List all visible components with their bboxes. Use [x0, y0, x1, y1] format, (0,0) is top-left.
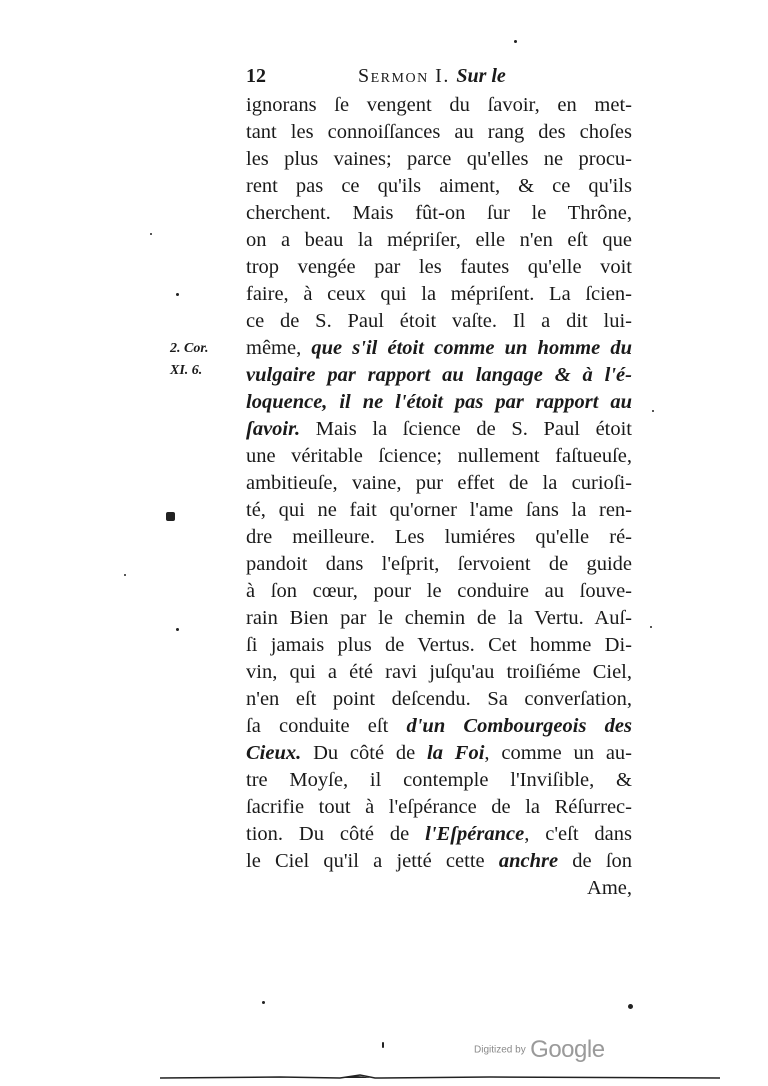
running-title-caps: Sermon I.: [358, 65, 450, 87]
ink-speck: [650, 626, 652, 628]
text-line: té, qui ne fait qu'orner l'ame ſans la ren-: [246, 499, 632, 521]
text-line: tre Moyſe, il contemple l'Inviſible, &: [246, 769, 632, 791]
quotation-italic: d'un Combourgeois des: [406, 715, 632, 737]
text-line: [246, 416, 632, 442]
quotation-italic: Cieux.: [246, 742, 302, 764]
ink-speck: [262, 1001, 265, 1004]
ink-speck: [176, 628, 179, 631]
quotation-italic: ſavoir.: [246, 418, 301, 440]
text-line: pandoit dans l'eſprit, ſervoient de guide: [246, 553, 632, 575]
quotation-italic: loquence, il ne l'étoit pas par rapport au: [246, 391, 632, 413]
digitized-watermark: [474, 1036, 605, 1064]
text-line: [246, 821, 632, 847]
text-run: le Ciel qu'il a jetté cette: [246, 850, 485, 872]
digitized-by-label: Digitized by: [474, 1044, 526, 1056]
page-edge-artifact: [160, 1074, 720, 1080]
catchword: Ame,: [587, 877, 632, 899]
ink-speck: [150, 233, 152, 235]
text-line: [246, 362, 632, 388]
text-line: [246, 335, 632, 361]
text-line: rain Bien par le chemin de la Vertu. Auſ-: [246, 607, 632, 629]
ink-speck: [652, 410, 654, 412]
text-run: Du côté de: [313, 742, 416, 764]
text-line: faire, à ceux qui la mépriſent. La ſcien-: [246, 283, 632, 305]
text-line: n'en eſt point deſcendu. Sa converſation,: [246, 688, 632, 710]
text-line: [246, 740, 632, 766]
text-line: [246, 848, 632, 874]
text-line: ce de S. Paul étoit vaſte. Il a dit lui-: [246, 310, 632, 332]
running-title: [358, 62, 506, 90]
quotation-italic: que s'il étoit comme un homme du: [311, 337, 632, 359]
text-run: , comme un au-: [484, 742, 632, 764]
ink-speck: [124, 574, 126, 576]
page-number: 12: [246, 65, 266, 87]
text-line: à ſon cœur, pour le conduire au ſouve-: [246, 580, 632, 602]
text-line: une véritable ſcience; nullement faſtueuſe,: [246, 445, 632, 467]
margin-note: [170, 338, 209, 382]
text-line: dre meilleure. Les lumiéres qu'elle ré-: [246, 526, 632, 548]
text-line: on a beau la mépriſer, elle n'en eſt que: [246, 229, 632, 251]
emphasis-italic: l'Eſpérance: [425, 823, 525, 845]
text-line: les plus vaines; parce qu'elles ne procu-: [246, 148, 632, 170]
text-line: trop vengée par les fautes qu'elle voit: [246, 256, 632, 278]
text-run: même,: [246, 337, 302, 359]
text-run: Mais la ſcience de S. Paul étoit: [315, 418, 633, 440]
emphasis-italic: anchre: [498, 850, 559, 872]
text-line: [246, 713, 632, 739]
text-line: ſi jamais plus de Vertus. Cet homme Di-: [246, 634, 632, 656]
text-run: de ſon: [572, 850, 633, 872]
text-line: cherchent. Mais fût-on ſur le Thrône,: [246, 202, 632, 224]
text-line: tant les connoiſſances au rang des choſes: [246, 121, 632, 143]
text-line: rent pas ce qu'ils aiment, & ce qu'ils: [246, 175, 632, 197]
text-line: ſacrifie tout à l'eſpérance de la Réſurrec-: [246, 796, 632, 818]
ink-blot: [166, 512, 175, 521]
running-title-italic: Sur le: [456, 65, 506, 87]
text-run: ſa conduite eſt: [246, 715, 389, 737]
quotation-italic: vulgaire par rapport au langage & à l'é-: [246, 364, 632, 386]
margin-note-line-2: XI. 6.: [170, 363, 203, 378]
text-line: ignorans ſe vengent du ſavoir, en met-: [246, 94, 632, 116]
text-line: vin, qui a été ravi juſqu'au troiſiéme Ciel,: [246, 661, 632, 683]
ink-speck: [176, 293, 179, 296]
ink-speck: [628, 1004, 633, 1009]
ink-speck: [382, 1042, 384, 1048]
text-run: tion. Du côté de: [246, 823, 410, 845]
ink-speck: [514, 40, 517, 43]
emphasis-italic: la Foi: [427, 742, 485, 764]
margin-note-line-1: 2. Cor.: [170, 341, 209, 356]
text-run: , c'eſt dans: [524, 823, 633, 845]
google-wordmark: Google: [530, 1036, 605, 1063]
text-line: [246, 389, 632, 415]
text-line: ambitieuſe, vaine, pur effet de la curioſi-: [246, 472, 632, 494]
